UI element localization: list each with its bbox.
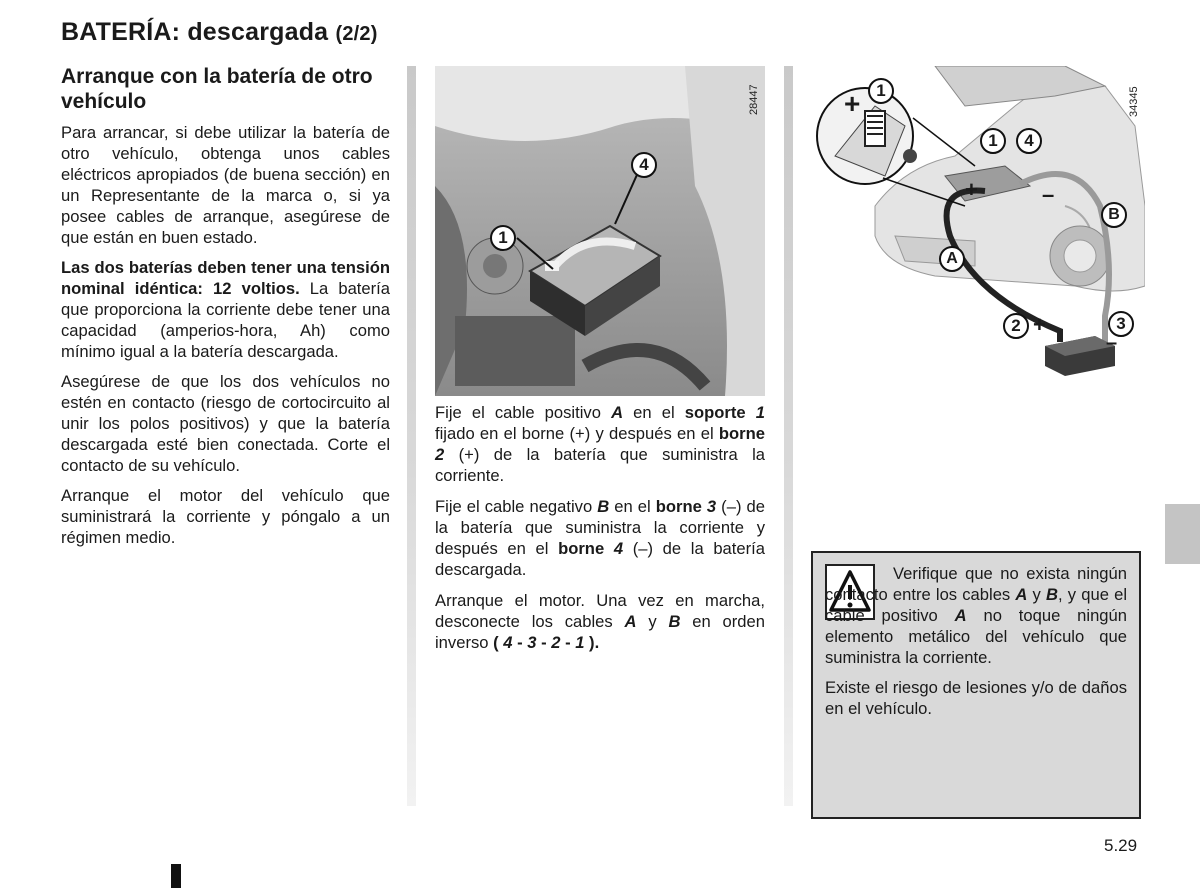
diagram-callout-2: 2 [1003, 313, 1029, 339]
page-title-sub: (2/2) [335, 23, 378, 45]
diagram-reference-number: 34345 [1128, 86, 1140, 117]
jump-start-diagram [815, 66, 1145, 386]
warning-risk: Existe el riesgo de lesiones y/o de daños en el vehículo. [825, 678, 1127, 718]
column-divider-left [407, 66, 416, 806]
diagram-cable-a-label: A [939, 246, 965, 272]
page-title [61, 18, 378, 47]
instruction-negative-cable: Fije el cable negativo B en el borne 3 (–) de la batería que suministra la corriente y después en el borne 4 (–) de la batería descargada. [435, 497, 765, 579]
car-and-cables-illustration [815, 66, 1145, 386]
warning-no-contact: Verifique que no exista ningún contacto entre los cables A y B, y que el cable positivo A no toque ningún elemento metálico del vehículo que suministra la corriente. [825, 564, 1128, 667]
chapter-tab [1165, 504, 1200, 564]
column-divider-right [784, 66, 793, 806]
diagram-callout-3: 3 [1108, 311, 1134, 337]
column-2-text [435, 402, 765, 663]
diagram-callout-1: 1 [980, 128, 1006, 154]
crop-mark [171, 864, 181, 888]
instruction-positive-cable: Fije el cable positivo A en el soporte 1 fijado en el borne (+) y después en el borne 2 (+) de la batería que suministra la corriente. [435, 403, 765, 485]
warning-text [825, 563, 1127, 728]
instruction-disconnect: Arranque el motor. Una vez en marcha, desconecte los cables A y B en orden inverso ( 4 - 3 - 2 - 1 ). [435, 591, 765, 652]
engine-bay-illustration [435, 66, 765, 396]
photo-reference-number: 28447 [748, 84, 760, 115]
engine-bay-photo [435, 66, 765, 396]
battery-minus-sign: – [1106, 332, 1118, 354]
section-heading: Arranque con la batería de otro vehículo [61, 65, 373, 113]
page-title-main: BATERÍA: descargada [61, 18, 329, 46]
detail-plus-sign: + [844, 88, 861, 119]
paragraph-voltage [61, 257, 390, 362]
voltage-detail: La batería que proporciona la corriente debe tener una capacidad (amperios-hora, Ah) como mínimo igual a la batería descargada. [61, 279, 391, 361]
car-minus-sign: – [1042, 182, 1055, 207]
voltage-warning: Las dos baterías deben tener una tensión nominal idéntica: 12 voltios. [61, 258, 390, 298]
paragraph-cables: Para arrancar, si debe utilizar la batería de otro vehículo, obtenga unos cables eléctricos apropiados (de buena sección) en un Representante de la marca o, si ya posee cables de arranque, asegúrese de que están en buen estado. [61, 123, 390, 247]
callout-support-1: 1 [490, 225, 516, 251]
paragraph-contact: Asegúrese de que los dos vehículos no estén en contacto (riesgo de cortocircuito al unir los polos positivos) y que la batería descargada esté bien conectada. Corte el contacto de su vehículo. [61, 372, 390, 475]
paragraph-start-engine: Arranque el motor del vehículo que suministrará la corriente y póngalo a un régimen medio. [61, 486, 390, 547]
callout-terminal-4: 4 [631, 152, 657, 178]
column-1-text [61, 122, 390, 557]
page-number: 5.29 [1104, 836, 1138, 855]
car-plus-sign: + [965, 177, 978, 202]
diagram-callout-1-detail: 1 [868, 78, 894, 104]
battery-plus-sign: + [1033, 312, 1046, 337]
diagram-callout-4: 4 [1016, 128, 1042, 154]
diagram-cable-b-label: B [1101, 202, 1127, 228]
